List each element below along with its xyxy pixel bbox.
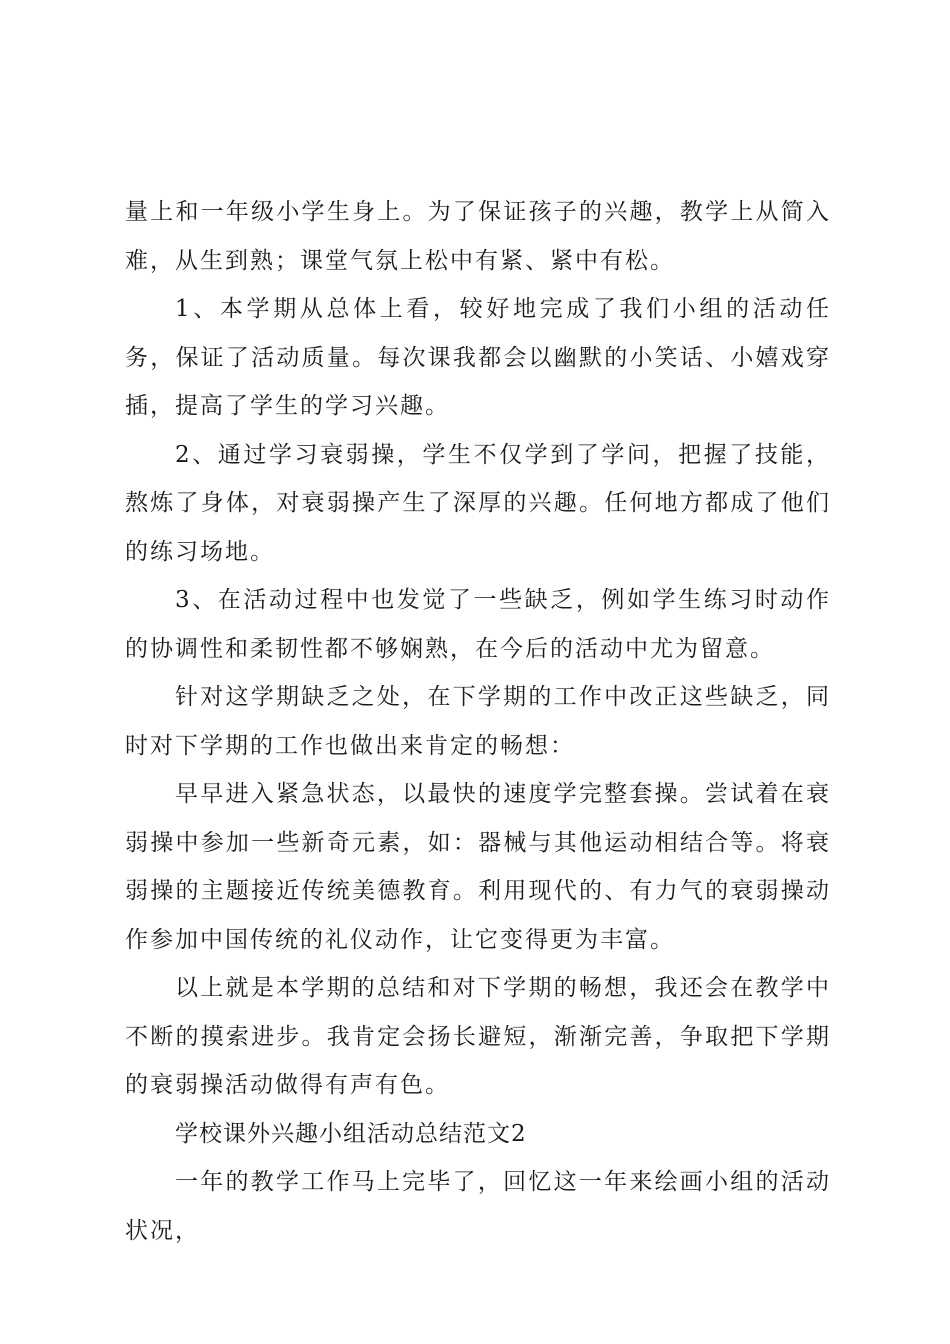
paragraph-point-3: 3、在活动过程中也发觉了一些缺乏，例如学生练习时动作的协调性和柔韧性都不够娴熟，在今后的活动中尤为留意。	[125, 587, 831, 662]
paragraph-continuation: 量上和一年级小学生身上。为了保证孩子的兴趣，教学上从简入难，从生到熟；课堂气氛上松中有紧、紧中有松。	[125, 199, 831, 274]
document-body	[125, 188, 831, 1255]
section-heading: 学校课外兴趣小组活动总结范文2	[175, 1120, 527, 1147]
paragraph-next-term-intro: 针对这学期缺乏之处，在下学期的工作中改正这些缺乏，同时对下学期的工作也做出来肯定的畅想：	[125, 684, 831, 759]
paragraph-next-term-plan: 早早进入紧急状态，以最快的速度学完整套操。尝试着在衰弱操中参加一些新奇元素，如：器械与其他运动相结合等。将衰弱操的主题接近传统美德教育。利用现代的、有力气的衰弱操动作参加中国传统的礼仪动作，让它变得更为丰富。	[125, 781, 831, 953]
paragraph-conclusion: 以上就是本学期的总结和对下学期的畅想，我还会在教学中不断的摸索进步。我肯定会扬长避短，渐渐完善，争取把下学期的衰弱操活动做得有声有色。	[125, 975, 831, 1098]
paragraph-point-2: 2、通过学习衰弱操，学生不仅学到了学问，把握了技能，熬炼了身体，对衰弱操产生了深厚的兴趣。任何地方都成了他们的练习场地。	[125, 441, 831, 565]
paragraph-point-1: 1、本学期从总体上看，较好地完成了我们小组的活动任务，保证了活动质量。每次课我都会以幽默的小笑话、小嬉戏穿插，提高了学生的学习兴趣。	[125, 296, 831, 419]
paragraph-section2-opening: 一年的教学工作马上完毕了，回忆这一年来绘画小组的活动状况，	[125, 1169, 831, 1244]
